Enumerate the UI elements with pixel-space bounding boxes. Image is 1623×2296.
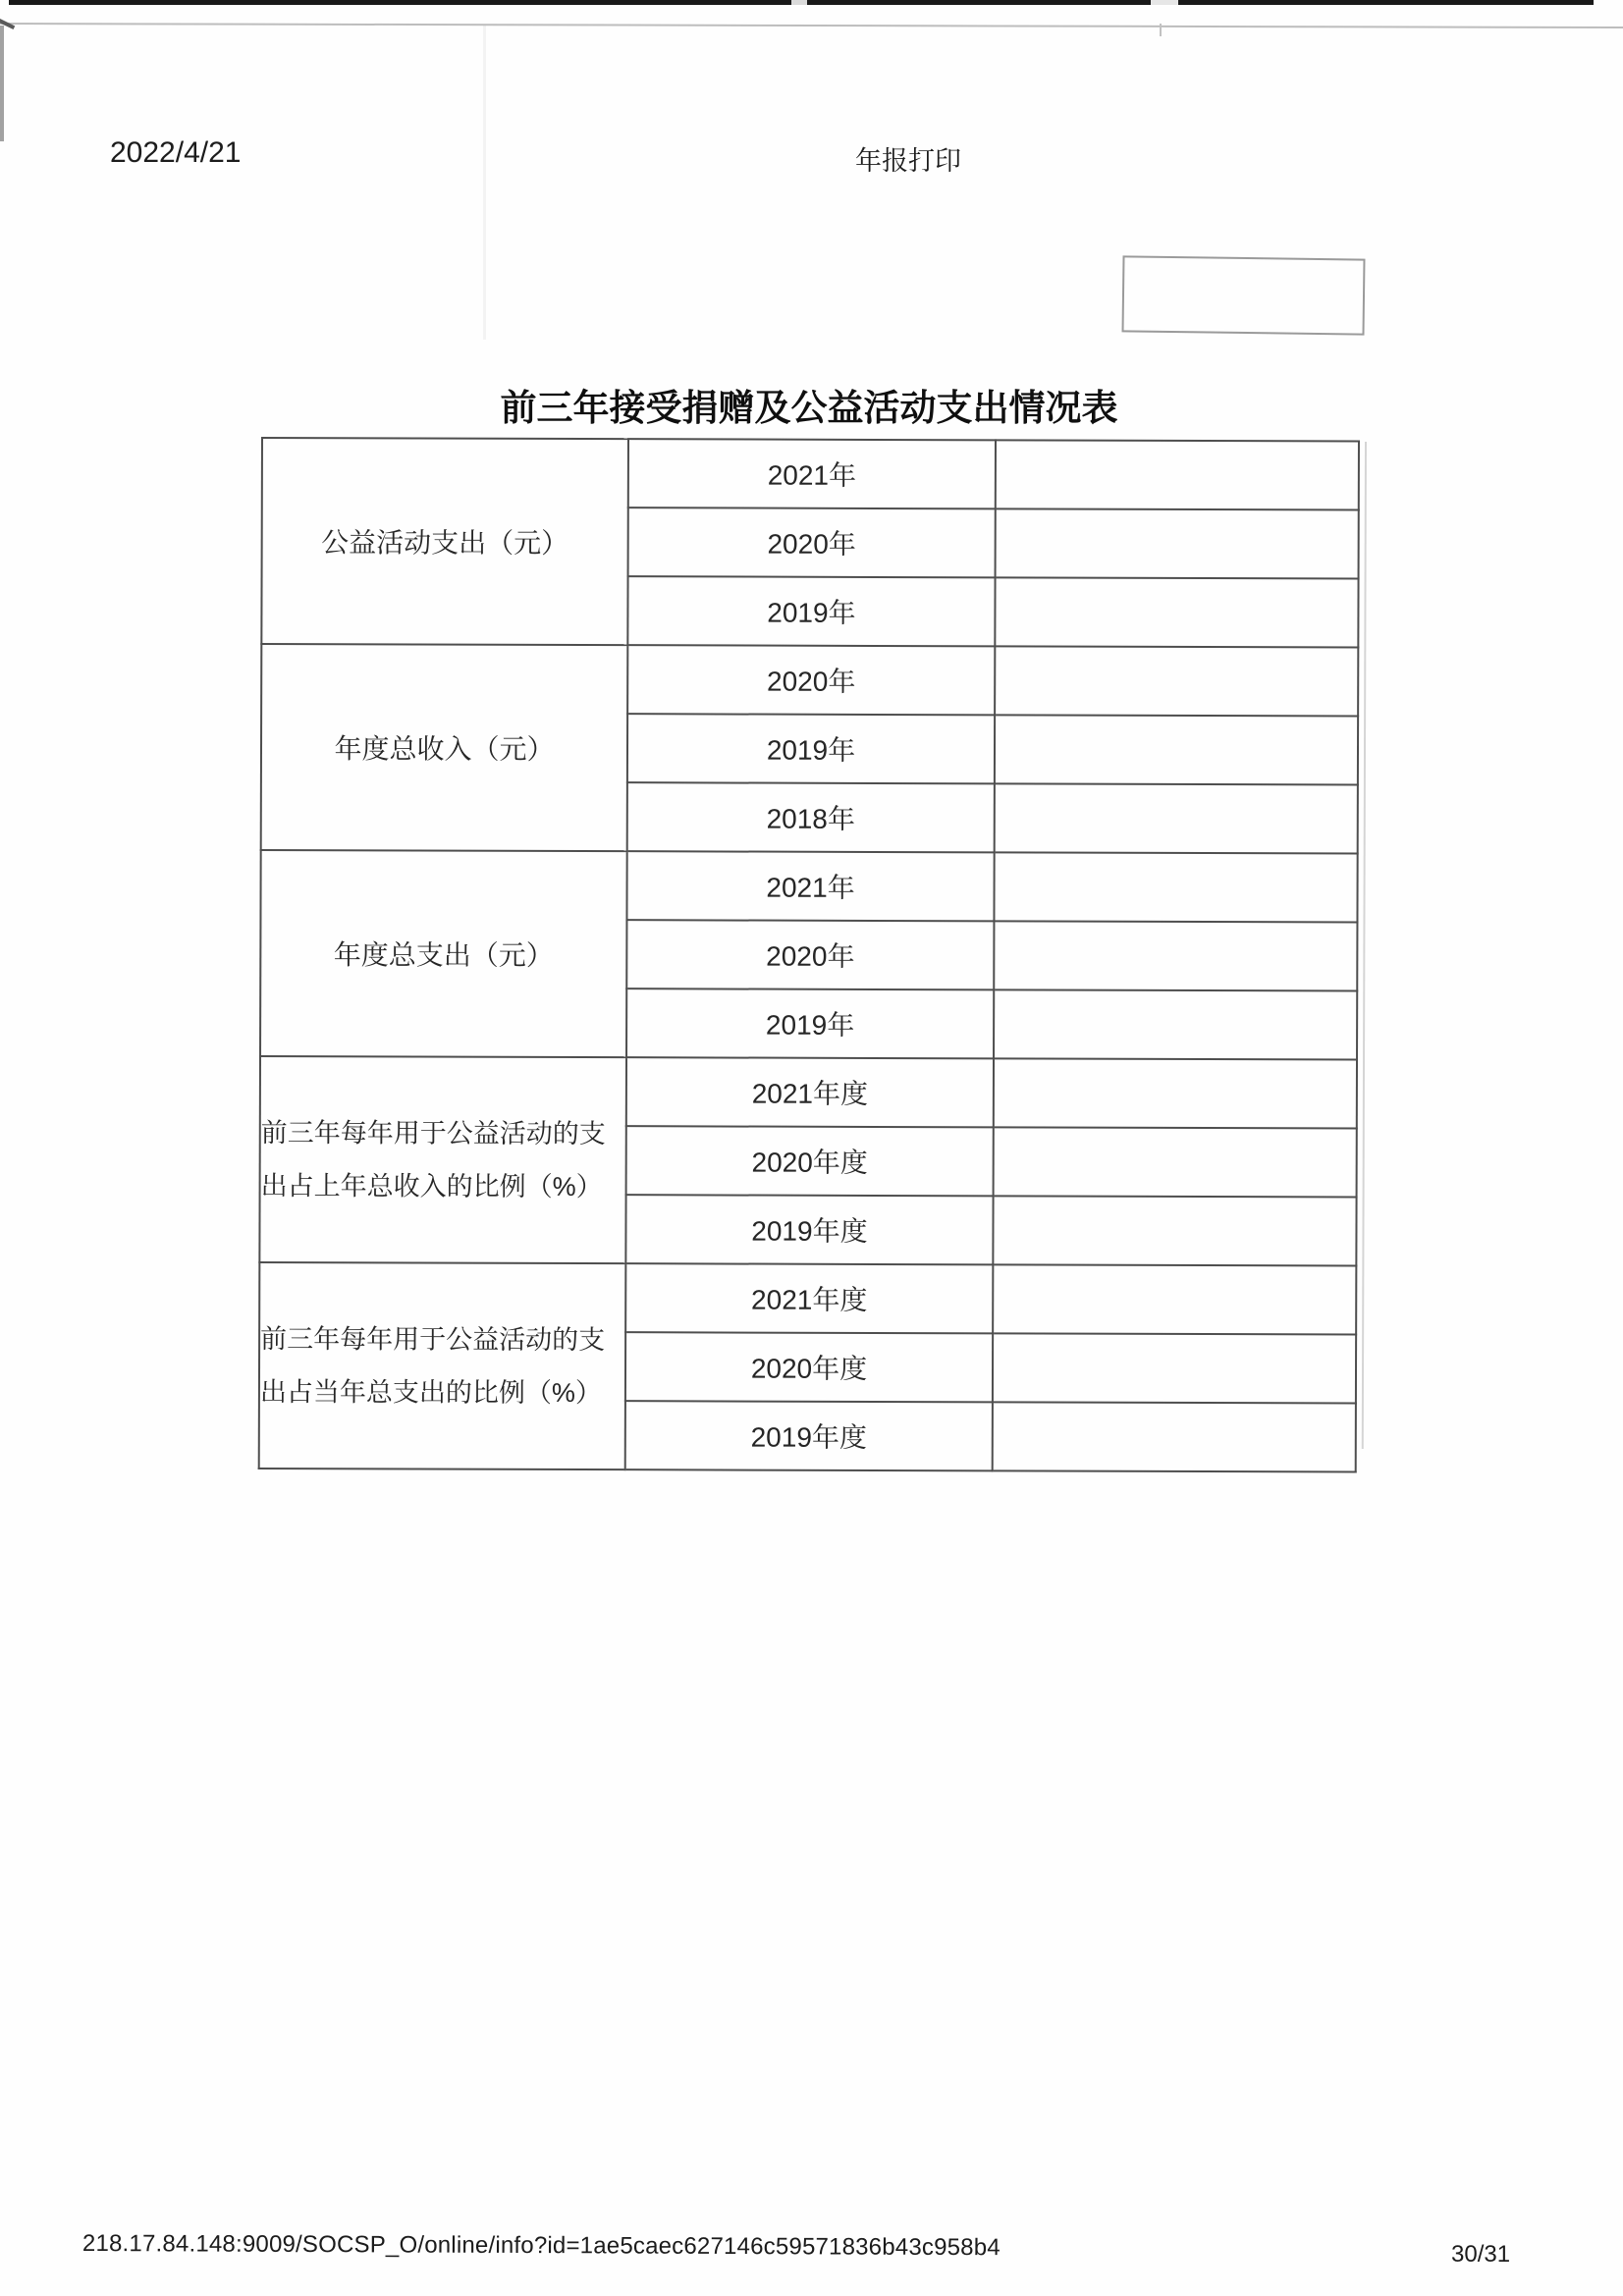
year-cell: 2019年: [626, 988, 994, 1058]
year-cell: 2020年度: [625, 1332, 993, 1402]
value-cell: [994, 921, 1357, 990]
category-cell: 公益活动支出（元）: [261, 438, 628, 645]
value-cell: [995, 646, 1358, 716]
table-row: [261, 644, 1358, 717]
category-cell: 年度总收入（元）: [261, 644, 628, 851]
value-cell: [995, 715, 1358, 784]
value-cell: [993, 1333, 1356, 1403]
scanner-strip-gap: [1151, 0, 1178, 5]
year-cell: 2021年度: [626, 1057, 994, 1127]
value-cell: [995, 783, 1358, 853]
footer-page-number: 30/31: [1451, 2241, 1511, 2268]
paper-edge-line: [0, 23, 1623, 28]
year-cell: 2020年: [626, 920, 994, 989]
year-cell: 2019年度: [625, 1195, 993, 1264]
year-cell: 2021年: [626, 851, 994, 921]
paper-edge-notch: [1160, 24, 1162, 36]
scan-left-streak: [0, 26, 4, 141]
year-cell: 2018年: [627, 782, 995, 852]
table-title: 前三年接受捐赠及公益活动支出情况表: [500, 388, 1118, 428]
empty-stamp-box: [1122, 255, 1366, 335]
table-row: [262, 438, 1359, 510]
year-cell: 2020年度: [626, 1126, 994, 1196]
value-cell: [994, 1058, 1357, 1128]
value-cell: [993, 1264, 1356, 1334]
scan-fold-streak: [483, 26, 486, 340]
year-cell: 2020年: [628, 507, 996, 577]
scan-ghost-line: [1362, 442, 1367, 1449]
print-date: 2022/4/21: [110, 136, 242, 169]
table-row: [259, 1262, 1356, 1335]
footer-url: 218.17.84.148:9009/SOCSP_O/online/info?id=1ae5caec627146c59571836b43c958b4: [81, 2230, 1001, 2262]
value-cell: [993, 1196, 1356, 1265]
scanner-strip-gap: [791, 0, 807, 5]
category-cell: 年度总支出（元）: [260, 850, 627, 1057]
value-cell: [996, 508, 1359, 578]
year-cell: 2021年度: [625, 1263, 993, 1333]
year-cell: 2019年度: [625, 1401, 993, 1470]
value-cell: [994, 1127, 1357, 1197]
category-cell: 前三年每年用于公益活动的支出占当年总支出的比例（%）: [259, 1262, 626, 1469]
year-cell: 2021年: [628, 439, 996, 508]
year-cell: 2019年: [627, 714, 995, 783]
category-cell: 前三年每年用于公益活动的支出占上年总收入的比例（%）: [259, 1056, 626, 1263]
donation-expenditure-table: [258, 437, 1360, 1473]
value-cell: [996, 440, 1359, 509]
value-cell: [993, 1402, 1356, 1471]
value-cell: [994, 989, 1357, 1059]
value-cell: [994, 852, 1357, 922]
year-cell: 2020年: [627, 645, 995, 715]
table-row: [260, 850, 1357, 923]
value-cell: [995, 577, 1358, 647]
print-header-title: 年报打印: [855, 146, 961, 176]
table-row: [260, 1056, 1357, 1129]
year-cell: 2019年: [627, 576, 995, 646]
